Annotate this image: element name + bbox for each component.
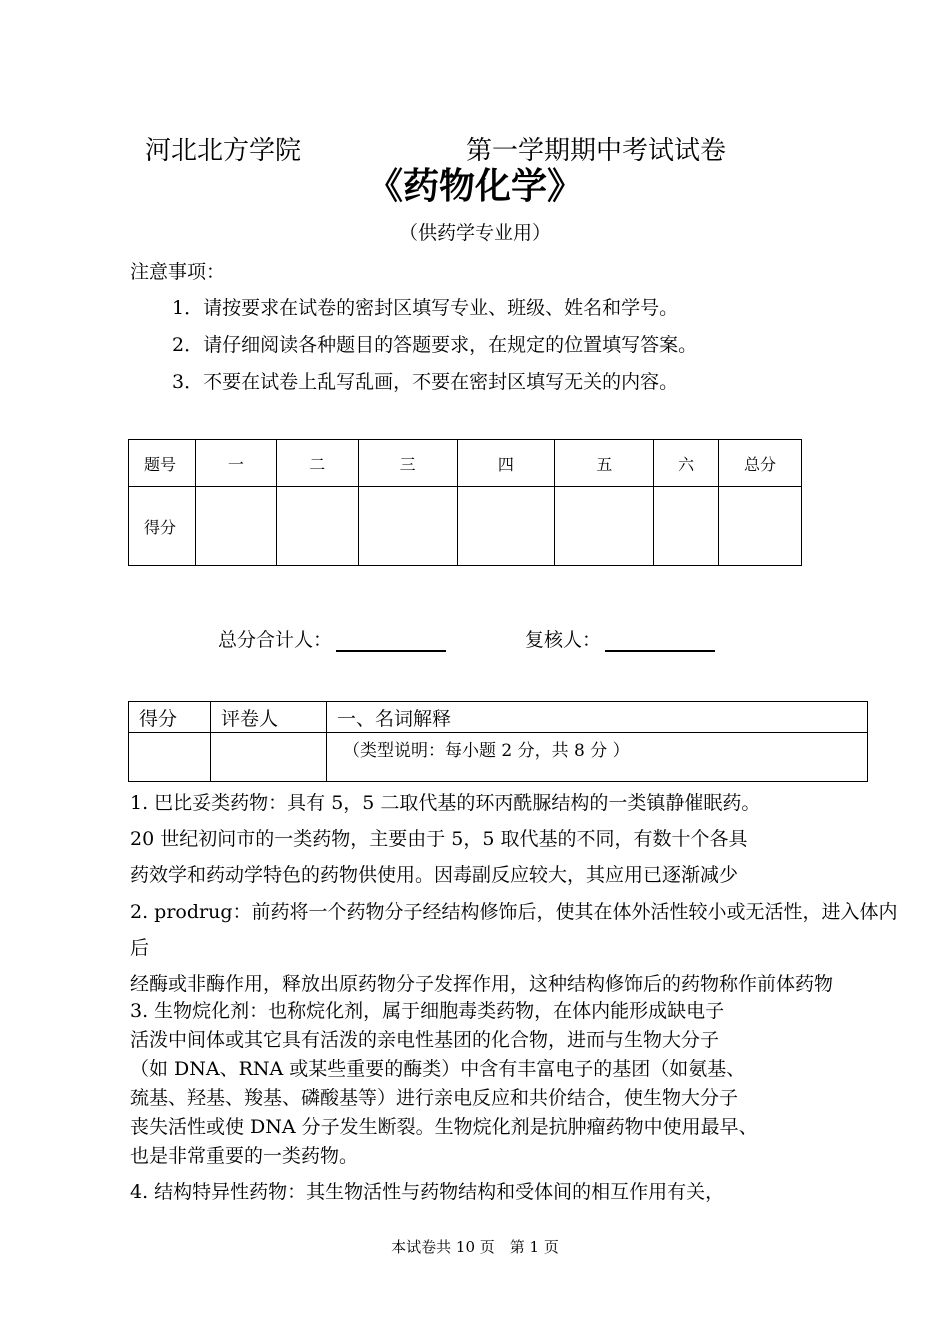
notice-item: 2．请仔细阅读各种题目的答题要求，在规定的位置填写答案。 (172, 334, 698, 356)
school-name: 河北北方学院 (145, 136, 302, 166)
answer-line: 后 (130, 937, 150, 959)
exam-subtitle: （供药学专业用） (398, 222, 551, 244)
score-cell[interactable] (719, 487, 802, 566)
exam-term: 第一学期期中考试试卷 (466, 136, 727, 166)
answer-line: 20 世纪初问市的一类药物，主要由于 5，5 取代基的不同，有数十个各具 (130, 828, 748, 850)
answer-line: 巯基、羟基、羧基、磷酸基等）进行亲电反应和共价结合，使生物大分子 (130, 1087, 739, 1109)
column-header: 二 (276, 440, 358, 487)
score-cell[interactable] (555, 487, 654, 566)
answer-line: 也是非常重要的一类药物。 (130, 1145, 359, 1167)
reviewer-blank[interactable] (605, 630, 715, 652)
score-cell[interactable] (358, 487, 457, 566)
total-scorer-field (218, 625, 446, 652)
section-description: （类型说明：每小题 2 分，共 8 分 ） (327, 733, 868, 782)
score-row-label: 得分 (129, 487, 196, 566)
answer-line: 药效学和药动学特色的药物供使用。因毒副反应较大，其应用已逐渐减少 (130, 864, 739, 886)
answer-line: （如 DNA、RNA 或某些重要的酶类）中含有丰富电子的基团（如氨基、 (130, 1058, 746, 1080)
column-header: 总分 (719, 440, 802, 487)
score-table (128, 439, 802, 566)
section-score-label: 得分 (129, 702, 211, 733)
answer-line: 丧失活性或使 DNA 分子发生断裂。生物烷化剂是抗肿瘤药物中使用最早、 (130, 1116, 758, 1138)
column-header: 五 (555, 440, 654, 487)
reviewer-label: 复核人： (525, 629, 602, 651)
reviewer-field (525, 625, 715, 652)
total-scorer-label: 总分合计人： (218, 629, 333, 651)
answer-line: 4. 结构特异性药物：其生物活性与药物结构和受体间的相互作用有关， (130, 1181, 725, 1203)
exam-title: 《药物化学》 (366, 165, 583, 207)
answer-line: 经酶或非酶作用，释放出原药物分子发挥作用，这种结构修饰后的药物称作前体药物 (130, 973, 834, 995)
question-number-label: 题号 (129, 440, 196, 487)
total-scorer-blank[interactable] (336, 630, 446, 652)
section-title: 一、名词解释 (327, 702, 868, 733)
score-cell[interactable] (195, 487, 276, 566)
column-header: 六 (654, 440, 719, 487)
column-header: 四 (457, 440, 555, 487)
notice-heading: 注意事项： (130, 261, 226, 283)
column-header: 一 (195, 440, 276, 487)
score-cell[interactable] (457, 487, 555, 566)
answer-line: 活泼中间体或其它具有活泼的亲电性基团的化合物，进而与生物大分子 (130, 1029, 720, 1051)
column-header: 三 (358, 440, 457, 487)
notice-item: 1．请按要求在试卷的密封区填写专业、班级、姓名和学号。 (172, 297, 679, 319)
section-grader-cell[interactable] (211, 733, 327, 782)
section-grader-table (128, 701, 868, 782)
answer-line: 1. 巴比妥类药物：具有 5，5 二取代基的环丙酰脲结构的一类镇静催眠药。 (130, 792, 761, 814)
score-cell[interactable] (654, 487, 719, 566)
answer-line: 3. 生物烷化剂：也称烷化剂，属于细胞毒类药物，在体内能形成缺电子 (130, 1000, 725, 1022)
page-footer: 本试卷共 10 页 第 1 页 (391, 1238, 559, 1256)
score-cell[interactable] (276, 487, 358, 566)
section-grader-label: 评卷人 (211, 702, 327, 733)
section-score-cell[interactable] (129, 733, 211, 782)
notice-item: 3．不要在试卷上乱写乱画，不要在密封区填写无关的内容。 (172, 371, 679, 393)
answer-line: 2. prodrug：前药将一个药物分子经结构修饰后，使其在体外活性较小或无活性，进入体内 (130, 901, 898, 923)
